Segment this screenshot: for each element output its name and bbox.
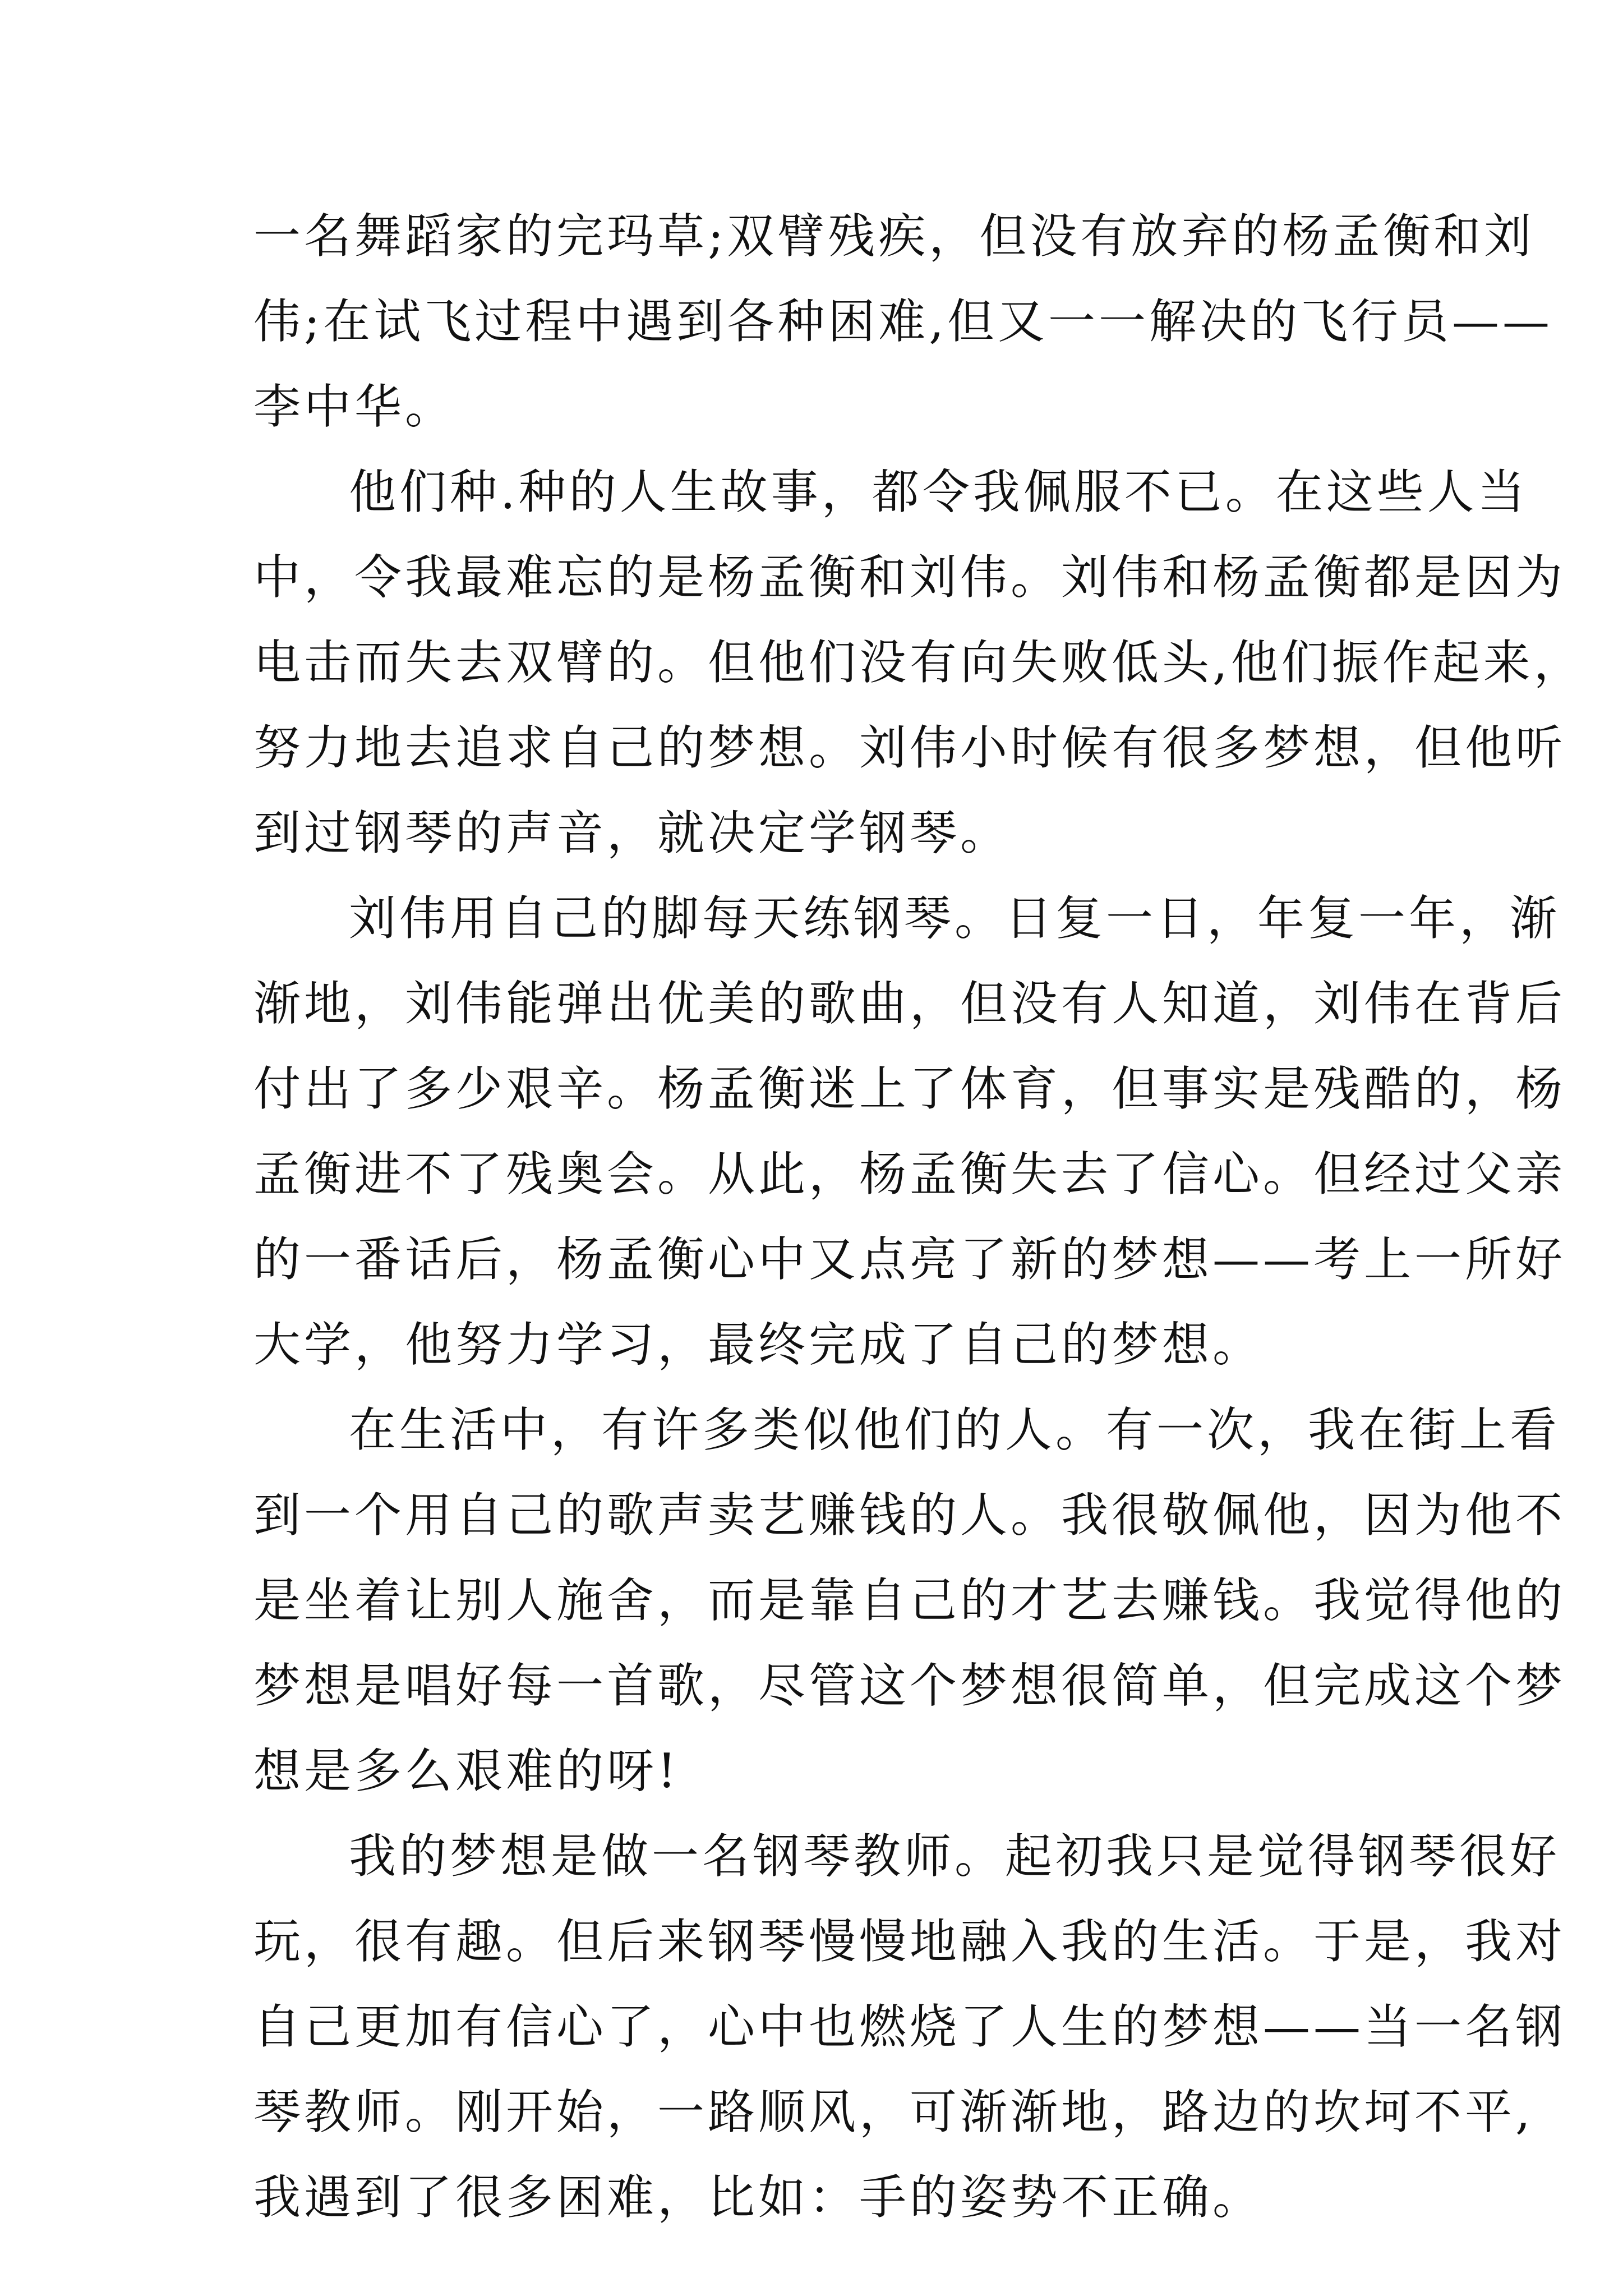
text-line: 李中华。 [253, 379, 456, 434]
text-line: 付出了多少艰辛。杨孟衡迷上了体育，但事实是残酷的，杨 [253, 1061, 1566, 1116]
paragraph-first-line: 在生活中，有许多类似他们的人。有一次，我在街上看 [349, 1402, 1561, 1457]
text-line: 伟;在试飞过程中遇到各种困难,但又一一解决的飞行员—— [253, 294, 1553, 349]
text-line: 琴教师。刚开始，一路顺风，可渐渐地，路边的坎坷不平, [253, 2085, 1534, 2139]
text-line: 努力地去追求自己的梦想。刘伟小时候有很多梦想，但他听 [253, 720, 1566, 775]
paragraph-first-line: 他们种.种的人生故事，都令我佩服不已。在这些人当 [349, 464, 1528, 519]
paragraph-first-line: 刘伟用自己的脚每天练钢琴。日复一日，年复一年，渐 [349, 891, 1561, 946]
text-line: 自己更加有信心了，心中也燃烧了人生的梦想——当一名钢 [253, 1999, 1566, 2054]
text-line: 玩，很有趣。但后来钢琴慢慢地融入我的生活。于是，我对 [253, 1914, 1566, 1969]
text-line: 电击而失去双臂的。但他们没有向失败低头,他们振作起来， [253, 635, 1584, 690]
text-line: 梦想是唱好每一首歌，尽管这个梦想很简单，但完成这个梦 [253, 1658, 1566, 1713]
text-line: 的一番话后，杨孟衡心中又点亮了新的梦想——考上一所好 [253, 1232, 1566, 1287]
text-line: 想是多么艰难的呀! [253, 1743, 680, 1798]
text-line: 到过钢琴的声音，就决定学钢琴。 [253, 806, 1011, 861]
text-line: 一名舞蹈家的完玛草;双臂残疾，但没有放弃的杨孟衡和刘 [253, 209, 1535, 264]
article-body [253, 194, 1584, 2240]
text-line: 中，令我最难忘的是杨孟衡和刘伟。刘伟和杨孟衡都是因为 [253, 550, 1566, 605]
text-line: 渐地，刘伟能弹出优美的歌曲，但没有人知道，刘伟在背后 [253, 976, 1566, 1031]
text-line: 到一个用自己的歌声卖艺赚钱的人。我很敬佩他，因为他不 [253, 1488, 1566, 1543]
text-line: 孟衡进不了残奥会。从此，杨孟衡失去了信心。但经过父亲 [253, 1147, 1566, 1202]
paragraph-first-line: 我的梦想是做一名钢琴教师。起初我只是觉得钢琴很好 [349, 1829, 1561, 1884]
text-line: 我遇到了很多困难，比如：手的姿势不正确。 [253, 2170, 1264, 2225]
text-line: 大学，他努力学习，最终完成了自己的梦想。 [253, 1317, 1264, 1372]
text-line: 是坐着让别人施舍，而是靠自己的才艺去赚钱。我觉得他的 [253, 1573, 1566, 1628]
